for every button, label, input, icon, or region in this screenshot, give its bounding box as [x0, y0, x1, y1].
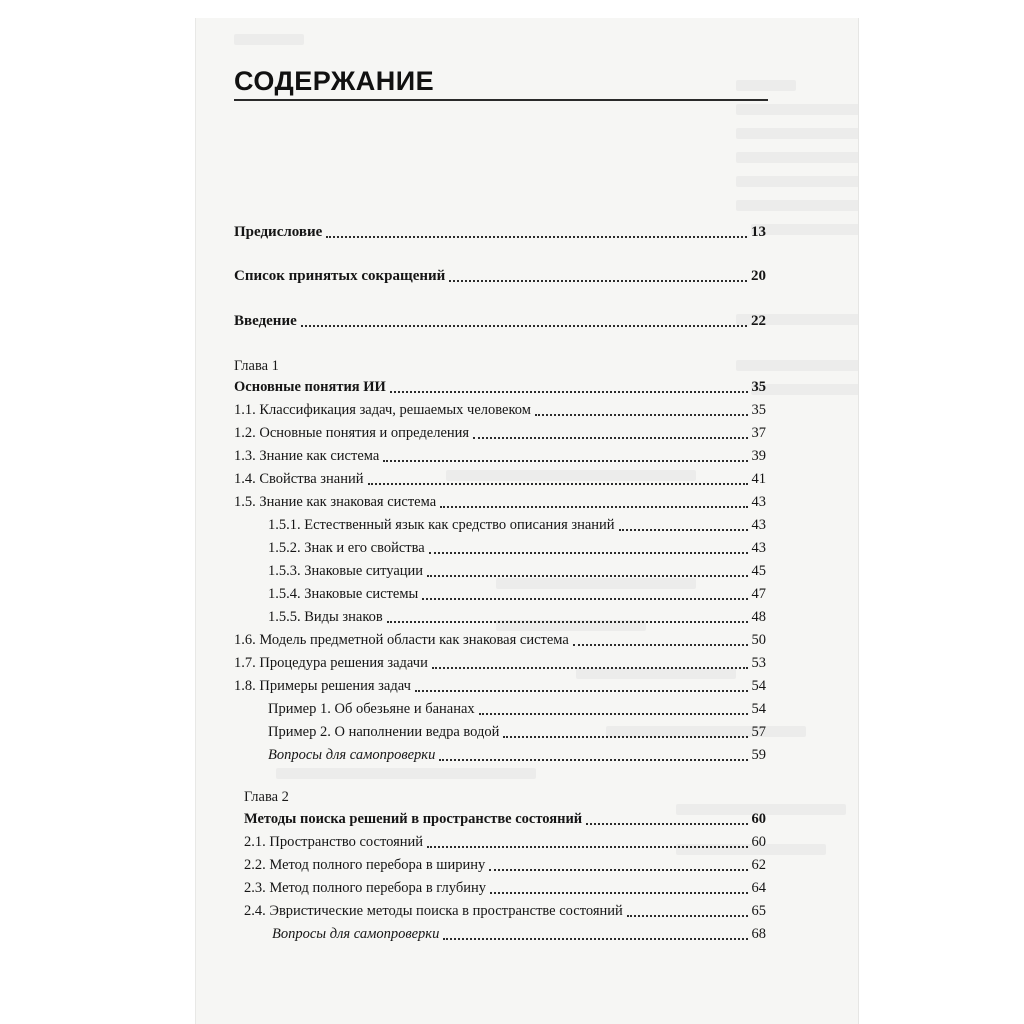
toc-entry[interactable]: [234, 423, 766, 443]
toc-entry-title: Вопросы для самопроверки: [268, 747, 436, 763]
toc-page-number: 13: [751, 224, 766, 240]
toc-entry[interactable]: [268, 515, 766, 535]
toc-page-number: 54: [751, 701, 766, 717]
leader-dots: [390, 391, 748, 393]
toc-entry[interactable]: [268, 538, 766, 558]
toc-page-number: 48: [751, 609, 766, 625]
leader-dots: [479, 713, 748, 715]
toc-entry[interactable]: [234, 676, 766, 696]
toc-page-number: 35: [751, 402, 766, 418]
toc-entry[interactable]: [268, 561, 766, 581]
leader-dots: [415, 690, 748, 692]
leader-dots: [427, 575, 747, 577]
contents-heading: СОДЕРЖАНИЕ: [234, 66, 435, 96]
toc-page-number: 20: [751, 268, 766, 284]
toc-entry-title: 1.3. Знание как система: [234, 448, 380, 464]
toc-page-number: 60: [751, 834, 766, 850]
leader-dots: [489, 869, 747, 871]
leader-dots: [326, 236, 747, 238]
leader-dots: [422, 598, 747, 600]
leader-dots: [368, 483, 748, 485]
toc-entry-title: 1.5. Знание как знаковая система: [234, 494, 437, 510]
leader-dots: [619, 529, 748, 531]
toc-entry-title: 1.2. Основные понятия и определения: [234, 425, 470, 441]
toc-page-number: 39: [751, 448, 766, 464]
toc-entry-title: 1.5.3. Знаковые ситуации: [268, 563, 424, 579]
leader-dots: [439, 759, 747, 761]
toc-entry-title: 1.1. Классификация задач, решаемых человеком: [234, 402, 531, 418]
toc-entry[interactable]: [244, 855, 766, 875]
toc-entry-title: Пример 2. О наполнении ведра водой: [268, 724, 500, 740]
toc-entry-title: 2.3. Метод полного перебора в глубину: [244, 880, 486, 896]
toc-page-number: 45: [751, 563, 766, 579]
leader-dots: [490, 892, 748, 894]
toc-page-number: 43: [751, 494, 766, 510]
toc-entry-self-check[interactable]: [272, 924, 766, 944]
toc-entry-title: 1.6. Модель предметной области как знаковая система: [234, 632, 569, 648]
leader-dots: [301, 325, 747, 327]
toc-page-number: 57: [751, 724, 766, 740]
toc-entry-abbreviations[interactable]: [234, 266, 766, 286]
toc-entry[interactable]: [234, 492, 766, 512]
toc-page-number: 60: [751, 811, 766, 827]
toc-page-number: 53: [751, 655, 766, 671]
toc-entry-title: 2.2. Метод полного перебора в ширину: [244, 857, 486, 873]
chapter-2-label: Глава 2: [244, 789, 289, 805]
toc-entry-title: Вопросы для самопроверки: [272, 926, 440, 942]
toc-entry-title: Методы поиска решений в пространстве состояний: [244, 811, 583, 827]
toc-entry[interactable]: [244, 878, 766, 898]
toc-entry[interactable]: [268, 584, 766, 604]
toc-entry-chapter-2-title[interactable]: [244, 809, 766, 829]
toc-entry[interactable]: [268, 607, 766, 627]
leader-dots: [627, 915, 748, 917]
toc-entry-title: Введение: [234, 313, 297, 329]
toc-entry-title: Список принятых сокращений: [234, 268, 446, 284]
toc-page-number: 35: [751, 379, 766, 395]
toc-page-number: 59: [751, 747, 766, 763]
toc-entry-introduction[interactable]: [234, 311, 766, 331]
toc-entry-title: 1.5.4. Знаковые системы: [268, 586, 419, 602]
leader-dots: [440, 506, 747, 508]
toc-entry-title: 2.4. Эвристические методы поиска в пространстве состояний: [244, 903, 623, 919]
toc-entry[interactable]: [244, 901, 766, 921]
toc-entry-title: 1.5.5. Виды знаков: [268, 609, 383, 625]
leader-dots: [429, 552, 748, 554]
toc-entry-title: Предисловие: [234, 224, 323, 240]
leader-dots: [443, 938, 747, 940]
toc-entry-chapter-1-title[interactable]: [234, 377, 766, 397]
toc-page-number: 68: [751, 926, 766, 942]
toc-page-number: 47: [751, 586, 766, 602]
toc-entry-title: 1.8. Примеры решения задач: [234, 678, 411, 694]
toc-entry-title: 1.5.2. Знак и его свойства: [268, 540, 425, 556]
toc-entry[interactable]: [234, 469, 766, 489]
leader-dots: [432, 667, 748, 669]
toc-entry-title: Пример 1. Об обезьяне и бананах: [268, 701, 475, 717]
heading-rule: [234, 99, 768, 101]
leader-dots: [387, 621, 748, 623]
toc-entry-title: 2.1. Пространство состояний: [244, 834, 424, 850]
toc-entry[interactable]: [234, 400, 766, 420]
leader-dots: [449, 280, 747, 282]
leader-dots: [503, 736, 747, 738]
toc-page-number: 65: [751, 903, 766, 919]
toc-entry[interactable]: [234, 653, 766, 673]
toc-entry-title: 1.7. Процедура решения задачи: [234, 655, 428, 671]
toc-page-number: 62: [751, 857, 766, 873]
toc-page-number: 22: [751, 313, 766, 329]
leader-dots: [535, 414, 748, 416]
toc-page-number: 50: [751, 632, 766, 648]
toc-page-number: 64: [751, 880, 766, 896]
toc-entry-self-check[interactable]: [268, 745, 766, 765]
toc-entry[interactable]: [244, 832, 766, 852]
toc-entry-title: 1.4. Свойства знаний: [234, 471, 364, 487]
leader-dots: [427, 846, 747, 848]
leader-dots: [586, 823, 747, 825]
chapter-1-label: Глава 1: [234, 358, 279, 374]
toc-page-number: 54: [751, 678, 766, 694]
toc-page-number: 43: [751, 540, 766, 556]
toc-entry[interactable]: [234, 446, 766, 466]
toc-page-number: 41: [751, 471, 766, 487]
toc-entry-preface[interactable]: [234, 222, 766, 242]
toc-page-number: 43: [751, 517, 766, 533]
toc-entry-title: 1.5.1. Естественный язык как средство описания знаний: [268, 517, 615, 533]
toc-entry[interactable]: [268, 722, 766, 742]
leader-dots: [383, 460, 747, 462]
toc-entry-title: Основные понятия ИИ: [234, 379, 386, 395]
toc-entry[interactable]: [234, 630, 766, 650]
leader-dots: [573, 644, 748, 646]
toc-entry[interactable]: [268, 699, 766, 719]
toc-page-number: 37: [751, 425, 766, 441]
leader-dots: [473, 437, 747, 439]
